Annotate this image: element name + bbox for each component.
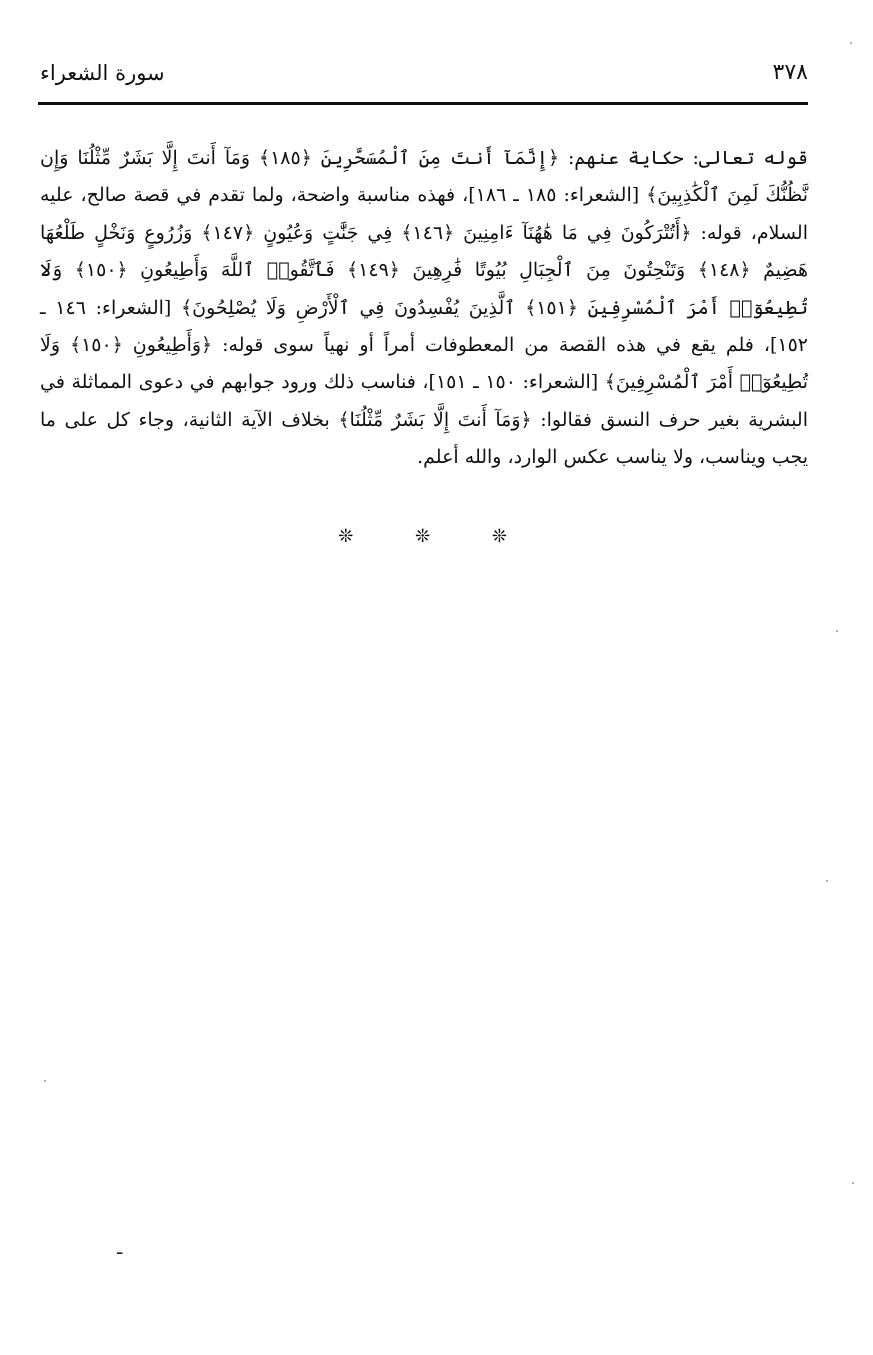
ink-mark: ـ <box>117 1238 123 1259</box>
scan-speck <box>44 1080 46 1082</box>
paragraph: قوله تعالى: حكاية عنهم: ﴿إِنَّمَآ أَنتَ مِنَ ٱلْمُسَحَّرِينَ ﴿١٨٥﴾ وَمَآ أَنتَ إِلَّا بَشَرٌ مِّثْلُنَا وَإِن نَّظُنُّكَ لَمِنَ ٱلْكَٰذِبِينَ﴾ [الشعراء: ١٨٥ ـ ١٨٦]، فهذه مناسبة واضحة، ولما تقدم في قصة صالح، عليه السلام، قوله: ﴿أَتُتْرَكُونَ فِي مَا هَٰهُنَآ ءَامِنِينَ ﴿١٤٦﴾ فِي جَنَّٰتٍ وَعُيُونٍ ﴿١٤٧﴾ وَزُرُوعٍ وَنَخْلٍ طَلْعُهَا هَضِيمٌ ﴿١٤٨﴾ وَتَنْحِتُونَ مِنَ ٱلْجِبَالِ بُيُوتًا فَٰرِهِينَ ﴿١٤٩﴾ فَٱتَّقُوا۟ ٱللَّهَ وَأَطِيعُونِ ﴿١٥٠﴾ وَلَا تُطِيعُوٓا۟ أَمْرَ ٱلْمُسْرِفِينَ ﴿١٥١﴾ ٱلَّذِينَ يُفْسِدُونَ فِي ٱلْأَرْضِ وَلَا يُصْلِحُونَ﴾ [الشعراء: ١٤٦ ـ ١٥٢]، فلم يقع في هذه القصة من المعطوفات أمراً أو نهياً سوى قوله: ﴿وَأَطِيعُونِ ﴿١٥٠﴾ وَلَا تُطِيعُوٓا۟ أَمْرَ ٱلْمُسْرِفِينَ﴾ [الشعراء: ١٥٠ ـ ١٥١]، فناسب ذلك ورود جوابهم في دعوى المماثلة في البشرية بغير حرف النسق فقالوا: ﴿وَمَآ أَنتَ إِلَّا بَشَرٌ مِّثْلُنَا﴾ بخلاف الآية الثانية، وجاء كل على ما يجب ويناسب، ولا يناسب عكس الوارد، والله أعلم. <box>40 147 809 469</box>
page-number: ٣٧٨ <box>772 60 808 85</box>
scan-speck <box>852 1182 854 1184</box>
running-title: سورة الشعراء <box>40 61 165 85</box>
scan-speck <box>836 630 838 632</box>
header-divider <box>38 102 808 105</box>
scan-speck <box>826 880 828 882</box>
scan-speck <box>850 42 852 44</box>
body-text <box>40 140 808 477</box>
section-separator: ❊ ❊ ❊ <box>338 526 535 547</box>
page-header <box>40 58 808 98</box>
